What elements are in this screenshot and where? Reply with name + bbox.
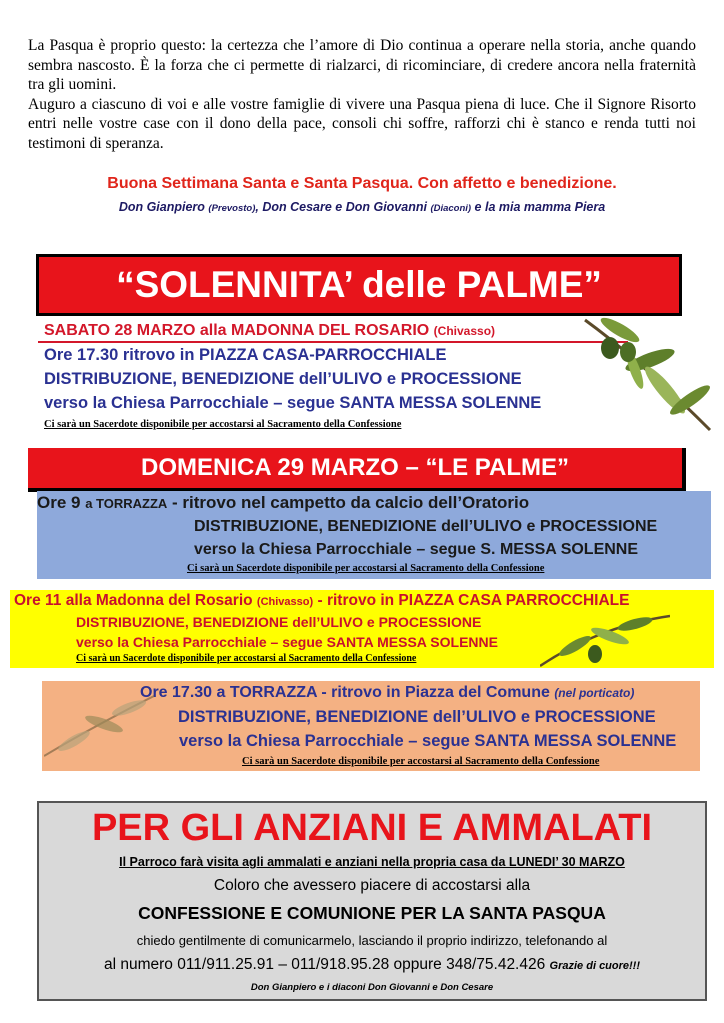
band-2-line-3: verso la Chiesa Parrocchiale – segue SANTA MESSA SOLENNE [76,634,498,650]
signature [0,200,724,214]
signature-role-2: (Diaconi) [430,203,472,214]
elderly-visit: Il Parroco farà visita agli ammalati e anziani nella propria casa da LUNEDI’ 30 MARZO [119,855,625,869]
intro-paragraph-1: La Pasqua è proprio questo: la certezza che l’amore di Dio continua a operare nella storia, anche quando sembra nascosto. È la forza che ci permette di rialzarci, di ricominciare, di credere ancora nella fraternità tra gli uomini. [28,37,696,93]
olive-branch-image [580,300,720,440]
elderly-line-3: chiedo gentilmente di comunicarmelo, lasciando il proprio indirizzo, telefonando al [136,933,608,948]
elderly-line-1: Coloro che avessero piacere di accostarsi alla [213,877,531,894]
saturday-line-3: verso la Chiesa Parrocchiale – segue SANTA MESSA SOLENNE [44,394,542,412]
band-1-line-3: verso la Chiesa Parrocchiale – segue S. MESSA SOLENNE [194,541,639,558]
elderly-signature: Don Gianpiero e i diaconi Don Giovanni e Don Cesare [250,982,494,993]
elderly-title: PER GLI ANZIANI E AMMALATI [91,807,653,849]
band-3-line-3: verso la Chiesa Parrocchiale – segue SANTA MESSA SOLENNE [179,732,677,750]
band-1-line-2: DISTRIBUZIONE, BENEDIZIONE dell’ULIVO e PROCESSIONE [194,518,658,535]
signature-name-2: , Don Cesare e Don Giovanni [255,200,431,214]
band-1-confession-note: Ci sarà un Sacerdote disponibile per accostarsi al Sacramento della Confessione [187,563,545,574]
signature-name-1: Don Gianpiero [118,200,209,214]
phone-numbers: al numero 011/911.25.91 – 011/918.95.28 oppure 348/75.42.426 [103,956,550,973]
olive-branch-image-2 [540,606,670,676]
elderly-phones [39,956,705,974]
saturday-confession-note: Ci sarà un Sacerdote disponibile per accostarsi al Sacramento della Confessione [44,419,402,430]
elderly-box [37,801,707,1001]
signature-name-3: e la mia mamma Piera [471,200,606,214]
saturday-heading: SABATO 28 MARZO alla MADONNA DEL ROSARIO (Chivasso) [44,322,496,339]
band-3-line-2: DISTRIBUZIONE, BENEDIZIONE dell’ULIVO e PROCESSIONE [178,708,656,726]
band-torrazza-morning [37,491,711,579]
band-3-confession-note: Ci sarà un Sacerdote disponibile per accostarsi al Sacramento della Confessione [242,756,600,767]
signature-role-1: (Prevosto) [208,203,256,214]
sunday-heading-box [28,448,686,492]
saturday-place: (Chivasso) [433,324,496,338]
greeting: Buona Settimana Santa e Santa Pasqua. Con affetto e benedizione. [107,175,617,192]
band-2-line-1: Ore 11 alla Madonna del Rosario (Chivasso) - ritrovo in PIAZZA CASA PARROCCHIALE [14,592,630,609]
sunday-heading: DOMENICA 29 MARZO – “LE PALME” [140,454,570,481]
intro-text [28,36,696,153]
saturday-underline [38,341,628,343]
band-2-confession-note: Ci sarà un Sacerdote disponibile per accostarsi al Sacramento della Confessione [76,653,417,664]
palme-title: “SOLENNITA’ delle PALME” [116,264,602,305]
band-2-line-2: DISTRIBUZIONE, BENEDIZIONE dell’ULIVO e PROCESSIONE [76,614,482,630]
elderly-line-2: CONFESSIONE E COMUNIONE PER LA SANTA PASQUA [138,903,606,923]
band-1-line-1: Ore 9 a TORRAZZA - ritrovo nel campetto da calcio dell’Oratorio [37,493,530,512]
band-3-line-1: Ore 17.30 a TORRAZZA - ritrovo in Piazza del Comune (nel porticato) [140,684,635,701]
saturday-line-2: DISTRIBUZIONE, BENEDIZIONE dell’ULIVO e PROCESSIONE [44,370,522,388]
thanks: Grazie di cuore!!! [549,960,641,972]
intro-paragraph-2: Auguro a ciascuno di voi e alle vostre famiglie di vivere una Pasqua piena di luce. Che il Signore Risorto entri nelle vostre case con il dono della pace, consoli chi soffre, rafforzi chi è stanco e renda tutti noi testimoni di speranza. [28,95,696,152]
saturday-line-1: Ore 17.30 ritrovo in PIAZZA CASA-PARROCCHIALE [44,346,447,364]
olive-branch-image-3 [44,686,154,766]
